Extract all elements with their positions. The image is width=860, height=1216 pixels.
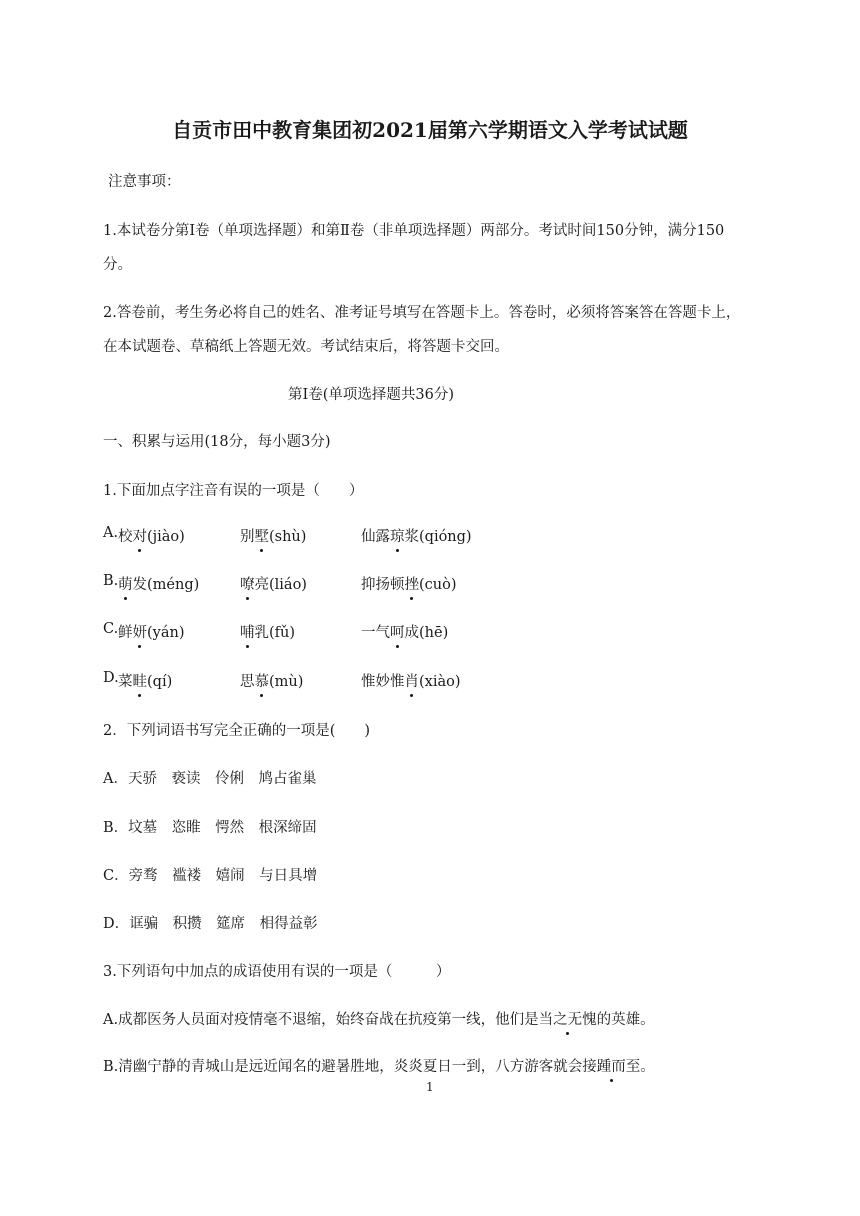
dotted-idiom: 当之无愧 <box>539 1008 597 1029</box>
option-item: 惟妙惟肖(xiào) <box>361 670 461 691</box>
dotted-char: 嘹 <box>240 573 255 594</box>
notice-item-2-line-1: 2.答卷前，考生务必将自己的姓名、准考证号填写在答题卡上。答卷时，必须将答案答在答题卡上， <box>103 305 741 321</box>
question-2-option-c: C．旁骛 褴褛 嬉闹 与日具增 <box>103 868 318 884</box>
option-label: B. <box>103 573 119 589</box>
question-2-stem: 2．下列词语书写完全正确的一项是( ) <box>103 723 371 739</box>
option-item: 菜畦(qí) <box>118 670 172 691</box>
page-number: 1 <box>426 1080 434 1094</box>
option-label: A. <box>103 525 119 541</box>
question-3-option-a: A.成都医务人员面对疫情毫不退缩，始终奋战在抗疫第一线，他们是当之无愧的英雄。 <box>103 1008 655 1029</box>
option-item: 一气呵成(hē) <box>361 621 448 642</box>
notice-heading: 注意事项： <box>108 174 181 190</box>
dotted-char: 慕 <box>255 670 270 691</box>
option-label: D. <box>103 670 119 686</box>
notice-item-1-line-1: 1.本试卷分第Ⅰ卷（单项选择题）和第Ⅱ卷（非单项选择题）两部分。考试时间150分钟，满分150 <box>103 223 725 239</box>
option-item: 嘹亮(liáo) <box>240 573 307 594</box>
option-item: 鲜妍(yán) <box>118 621 185 642</box>
option-item: 萌发(méng) <box>118 573 199 594</box>
option-item: 哺乳(fǔ) <box>240 621 295 642</box>
question-2-option-b: B．坟墓 恣睢 愕然 根深缔固 <box>103 820 317 836</box>
dotted-char: 妍 <box>133 621 148 642</box>
option-item: 抑扬顿挫(cuò) <box>361 573 457 594</box>
option-item: 思慕(mù) <box>240 670 303 691</box>
dotted-idiom: 接踵而至 <box>582 1055 640 1076</box>
option-item: 校对(jiào) <box>118 525 185 546</box>
dotted-char: 挫 <box>405 573 420 594</box>
option-item: 仙露琼浆(qióng) <box>361 525 472 546</box>
section-heading: 一、积累与运用(18分，每小题3分) <box>103 434 331 450</box>
dotted-char: 琼 <box>390 525 405 546</box>
dotted-char: 哺 <box>240 621 255 642</box>
notice-item-1-line-2: 分。 <box>103 257 132 273</box>
dotted-char: 肖 <box>405 670 420 691</box>
dotted-char: 畦 <box>133 670 148 691</box>
option-item: 别墅(shù) <box>240 525 306 546</box>
dotted-char: 墅 <box>255 525 270 546</box>
part-heading: 第Ⅰ卷(单项选择题共36分) <box>288 387 454 403</box>
question-2-option-d: D．诓骗 积攒 筵席 相得益彰 <box>103 916 318 932</box>
document-title: 自贡市田中教育集团初2021届第六学期语文入学考试试题 <box>172 118 688 142</box>
question-3-stem: 3.下列语句中加点的成语使用有误的一项是（ ） <box>103 964 451 980</box>
question-3-option-b: B.清幽宁静的青城山是远近闻名的避暑胜地，炎炎夏日一到，八方游客就会接踵而至。 <box>103 1055 655 1076</box>
option-label: C. <box>103 621 119 637</box>
dotted-char: 萌 <box>118 573 133 594</box>
question-1-stem: 1.下面加点字注音有误的一项是（ ） <box>103 483 364 499</box>
question-2-option-a: A．天骄 亵读 伶俐 鸠占雀巢 <box>103 771 317 787</box>
dotted-char: 对 <box>133 525 148 546</box>
notice-item-2-line-2: 在本试题卷、草稿纸上答题无效。考试结束后，将答题卡交回。 <box>103 339 509 355</box>
dotted-char: 呵 <box>390 621 405 642</box>
